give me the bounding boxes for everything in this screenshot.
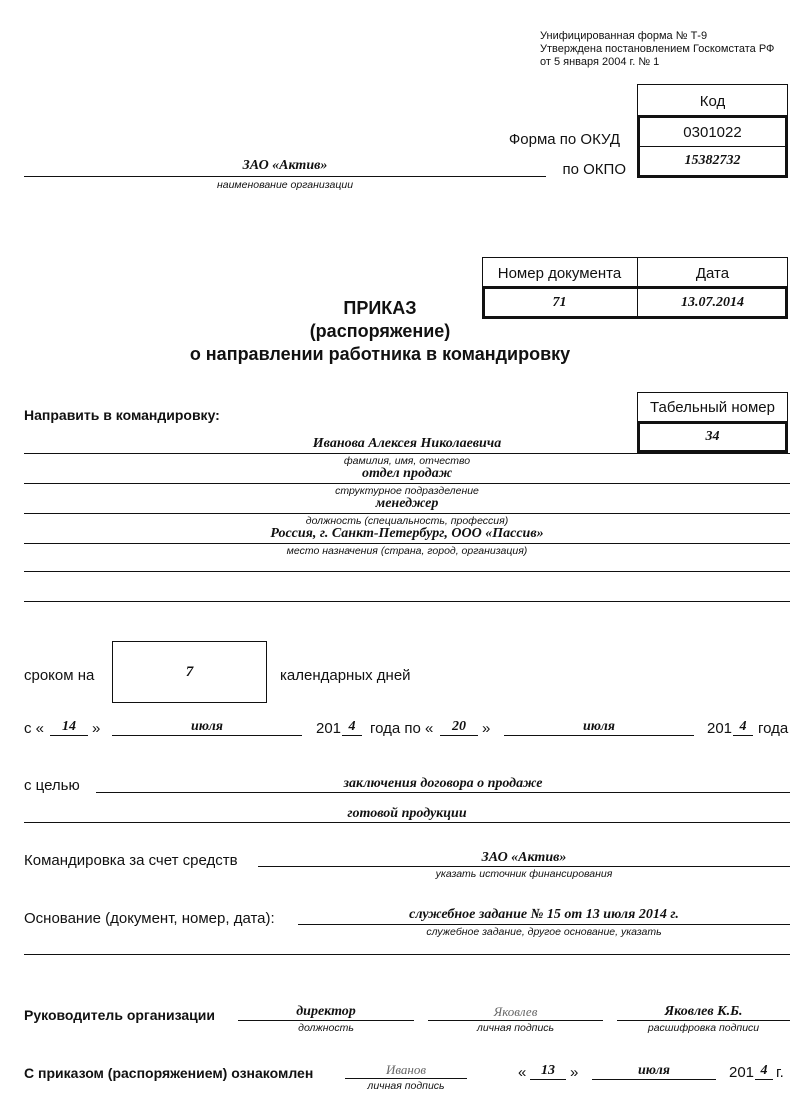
from-day: 14: [62, 719, 76, 734]
acquainted-signature-caption: личная подпись: [367, 1080, 445, 1092]
purpose-line1: заключения договора о продаже: [343, 776, 543, 791]
acquainted-day-line: [530, 1079, 566, 1080]
order-title-line1: ПРИКАЗ: [343, 298, 417, 318]
from-month: июля: [190, 719, 224, 734]
head-signature-caption: личная подпись: [476, 1022, 555, 1034]
from-day-line: [50, 735, 88, 736]
department-line: [24, 483, 790, 484]
to-month: июля: [582, 719, 616, 734]
acquainted-signature: Иванов: [385, 1062, 427, 1077]
basis-caption: служебное задание, другое основание, указать: [426, 926, 662, 938]
head-label: Руководитель организации: [24, 1007, 215, 1023]
employee-name-caption: фамилия, имя, отчество: [343, 455, 471, 467]
department-caption: структурное подразделение: [335, 485, 479, 497]
acquainted-year-line: [755, 1079, 773, 1080]
form-header: [540, 30, 774, 69]
to-year-line: [733, 735, 753, 736]
send-label: Направить в командировку:: [24, 407, 220, 423]
order-title-line2: (распоряжение): [309, 321, 451, 341]
position: менеджер: [375, 496, 439, 511]
head-position: директор: [296, 1004, 356, 1019]
document-number-label: Номер документа: [497, 264, 622, 282]
document-date-label: Дата: [695, 264, 730, 282]
to-year-prefix: 201: [707, 720, 733, 737]
acquainted-label: С приказом (распоряжением) ознакомлен: [24, 1065, 314, 1081]
tab-number-label: Табельный номер: [650, 398, 775, 416]
okud-label: Форма по ОКУД: [508, 131, 620, 148]
purpose-line1-rule: [96, 792, 790, 793]
to-year-digit: 4: [739, 719, 747, 734]
term-suffix: календарных дней: [280, 667, 411, 684]
document-date: 13.07.2014: [681, 294, 744, 310]
organization-caption: наименование организации: [216, 179, 354, 191]
basis-value: служебное задание № 15 от 13 июля 2014 г.: [409, 907, 679, 922]
destination: Россия, г. Санкт-Петербург, ООО «Пассив»: [270, 526, 544, 541]
document-number: 71: [552, 294, 567, 310]
to-month-line: [504, 735, 694, 736]
year-word: года: [758, 720, 789, 737]
organization-name: ЗАО «Актив»: [242, 158, 328, 173]
okud-value: 0301022: [683, 123, 742, 141]
from-quote-close: »: [92, 720, 101, 737]
position-line: [24, 513, 790, 514]
acquainted-year-prefix: 201: [729, 1064, 755, 1081]
acquainted-day: 13: [541, 1063, 555, 1078]
form-header-line3: от 5 января 2004 г. № 1: [540, 56, 660, 68]
head-position-line: [238, 1020, 414, 1021]
to-quote-close: »: [482, 720, 491, 737]
head-name-line: [617, 1020, 790, 1021]
head-name: Яковлев К.Б.: [664, 1004, 743, 1019]
acquainted-month: июля: [637, 1063, 671, 1078]
head-name-caption: расшифровка подписи: [647, 1022, 760, 1034]
head-signature-line: [428, 1020, 603, 1021]
basis-label: Основание (документ, номер, дата):: [24, 910, 275, 927]
destination-line: [24, 543, 790, 544]
to-day-line: [440, 735, 478, 736]
acquainted-signature-line: [345, 1078, 467, 1079]
funding-label: Командировка за счет средств: [24, 852, 238, 869]
employee-name: Иванова Алексея Николаевича: [312, 436, 502, 451]
form-header-line2: Утверждена постановлением Госкомстата РФ: [540, 43, 775, 55]
funding-caption: указать источник финансирования: [435, 868, 613, 880]
order-title: [170, 297, 590, 366]
from-prefix: с «: [24, 720, 45, 737]
destination-extra-line-1: [24, 571, 790, 572]
position-caption: должность (специальность, профессия): [305, 515, 509, 527]
department: отдел продаж: [361, 466, 453, 481]
destination-caption: место назначения (страна, город, организация): [286, 545, 528, 557]
order-title-line3: о направлении работника в командировку: [189, 344, 571, 364]
acquainted-month-line: [592, 1079, 716, 1080]
purpose-line2: готовой продукции: [347, 806, 467, 821]
acquainted-quote-open: «: [518, 1064, 527, 1081]
to-day: 20: [452, 719, 466, 734]
from-year-digit: 4: [348, 719, 356, 734]
basis-line: [298, 924, 790, 925]
okpo-value: 15382732: [684, 153, 741, 168]
head-signature: Яковлев: [493, 1004, 538, 1019]
purpose-label: с целью: [24, 777, 80, 794]
acquainted-quote-close: »: [570, 1064, 579, 1081]
code-label: Код: [699, 92, 726, 110]
okpo-label: по ОКПО: [562, 161, 626, 178]
form-header-line1: Унифицированная форма № Т-9: [540, 30, 708, 42]
purpose-line2-rule: [24, 822, 790, 823]
head-position-caption: должность: [298, 1022, 354, 1034]
from-year-prefix: 201: [316, 720, 342, 737]
acquainted-year-suffix: г.: [776, 1064, 784, 1081]
until-text: года по «: [370, 720, 434, 737]
term-days: 7: [185, 663, 194, 680]
organization-line: [24, 176, 546, 177]
tab-number: 34: [705, 429, 720, 444]
term-prefix: сроком на: [24, 667, 95, 684]
acquainted-year-digit: 4: [760, 1063, 768, 1078]
funding-value: ЗАО «Актив»: [481, 850, 567, 865]
basis-extra-line: [24, 954, 790, 955]
from-year-line: [342, 735, 362, 736]
funding-line: [258, 866, 790, 867]
employee-name-line: [24, 453, 790, 454]
destination-extra-line-2: [24, 601, 790, 602]
from-month-line: [112, 735, 302, 736]
